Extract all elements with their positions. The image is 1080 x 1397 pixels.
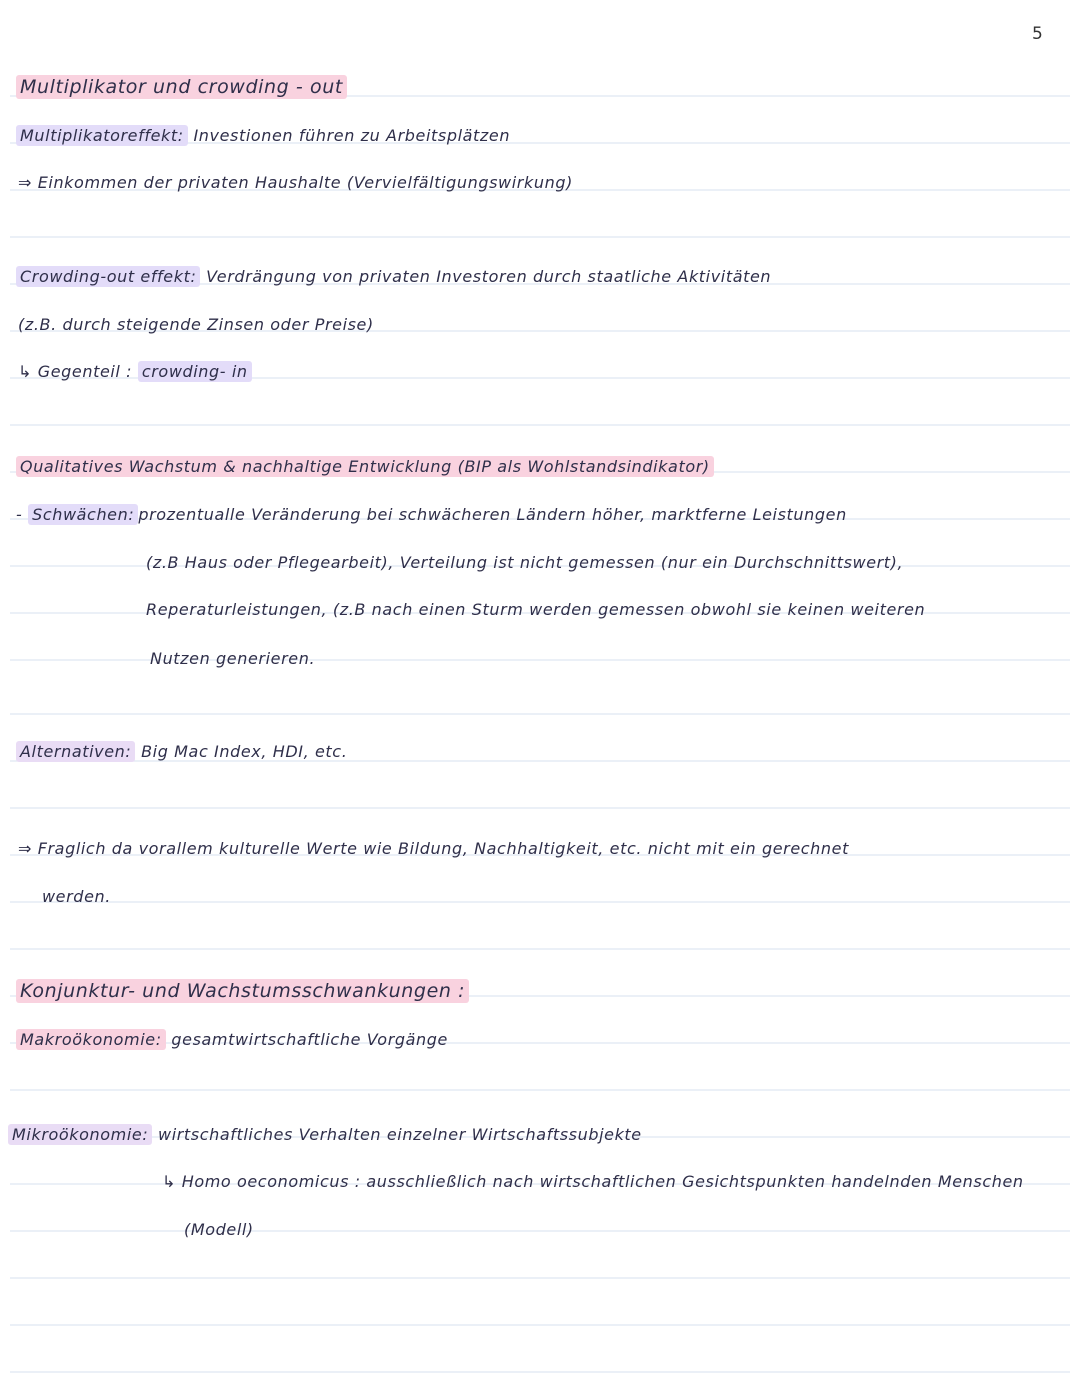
multiplikator-arrow-line: ⇒ Einkommen der privaten Haushalte (Vervielfältigungswirkung) <box>18 173 573 192</box>
makro-term: Makroökonomie: <box>16 1029 166 1050</box>
konjunktur-title <box>16 980 469 1002</box>
alternatives-term: Alternativen: <box>16 741 135 762</box>
qualitatives-title-text: Qualitatives Wachstum & nachhaltige Entwicklung (BIP als Wohlstandsindikator) <box>16 456 714 477</box>
makro-text: gesamtwirtschaftliche Vorgänge <box>171 1030 448 1049</box>
multiplikator-effect-line <box>16 125 510 147</box>
conclusion-line-2: werden. <box>42 887 111 906</box>
page-number: 5 <box>1032 24 1043 44</box>
weakness-line-3: Reperaturleistungen, (z.B nach einen Sturm werden gemessen obwohl sie keinen weiteren <box>146 600 926 619</box>
multiplikator-effect-text: Investionen führen zu Arbeitsplätzen <box>193 126 511 145</box>
crowding-example: (z.B. durch steigende Zinsen oder Preise) <box>18 315 374 334</box>
weakness-line-2: (z.B Haus oder Pflegearbeit), Verteilung ist nicht gemessen (nur ein Durchschnittswert), <box>146 553 904 572</box>
weakness-line-1-text: prozentualle Veränderung bei schwächeren Ländern höher, marktferne Leistungen <box>138 505 847 524</box>
alternatives-text: Big Mac Index, HDI, etc. <box>141 742 348 761</box>
mikro-term: Mikroökonomie: <box>8 1124 152 1145</box>
crowding-opposite-term: crowding- in <box>138 361 252 382</box>
qualitatives-title <box>16 456 714 478</box>
crowding-opposite-prefix: ↳ Gegenteil : <box>18 362 133 381</box>
crowding-line <box>16 266 771 288</box>
mikro-text: wirtschaftliches Verhalten einzelner Wirtschaftssubjekte <box>158 1125 642 1144</box>
homo-oeconomicus-note: (Modell) <box>184 1220 254 1239</box>
homo-oeconomicus-line: ↳ Homo oeconomicus : ausschließlich nach wirtschaftlichen Gesichtspunkten handelnden Menschen <box>162 1172 1024 1191</box>
weakness-line-1 <box>16 504 847 526</box>
crowding-term: Crowding-out effekt: <box>16 266 200 287</box>
makro-line <box>16 1029 448 1051</box>
weakness-bullet: - <box>16 505 23 524</box>
crowding-opposite-line <box>18 361 252 383</box>
multiplikator-effect-term: Multiplikatoreffekt: <box>16 125 188 146</box>
konjunktur-title-text: Konjunktur- und Wachstumsschwankungen : <box>16 979 469 1003</box>
alternatives-line <box>16 741 347 763</box>
multiplikator-title <box>16 76 347 98</box>
conclusion-line-1: ⇒ Fraglich da vorallem kulturelle Werte wie Bildung, Nachhaltigkeit, etc. nicht mit ein gerechnet <box>18 839 849 858</box>
crowding-text: Verdrängung von privaten Investoren durch staatliche Aktivitäten <box>206 267 772 286</box>
weakness-term: Schwächen: <box>28 504 138 525</box>
weakness-line-4: Nutzen generieren. <box>150 649 316 668</box>
mikro-line <box>8 1124 642 1146</box>
multiplikator-title-text: Multiplikator und crowding - out <box>16 75 347 99</box>
